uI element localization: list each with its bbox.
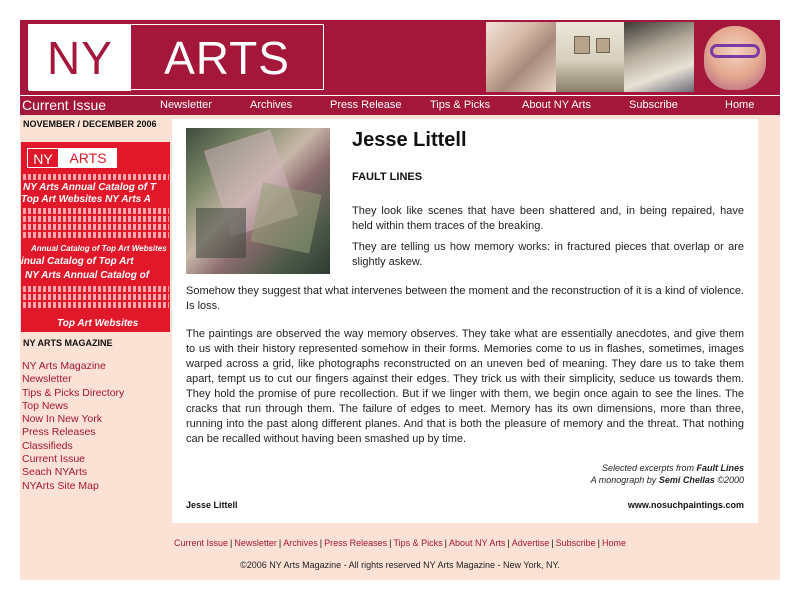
cover-mast-arts: ARTS bbox=[69, 150, 107, 166]
sidebar-link-search[interactable]: Seach NYArts bbox=[22, 466, 88, 479]
footer-link-home[interactable]: Home bbox=[601, 538, 626, 548]
monograph-credit: A monograph by Semi Chellas ©2000 bbox=[590, 475, 744, 485]
cover-line: inual Catalog of Top Art bbox=[21, 256, 134, 267]
site-logo[interactable] bbox=[28, 24, 324, 90]
cover-mast-ny: NY bbox=[27, 148, 59, 168]
footer-link-about[interactable]: About NY Arts bbox=[449, 538, 506, 548]
nav-item-subscribe[interactable]: Subscribe bbox=[629, 99, 678, 111]
header-photo-portrait bbox=[486, 22, 556, 92]
magazine-cover[interactable] bbox=[21, 142, 170, 332]
logo-ny-text: NY bbox=[29, 25, 131, 91]
nav-item-about[interactable]: About NY Arts bbox=[522, 99, 591, 111]
footer-link-archives[interactable]: Archives bbox=[283, 538, 318, 548]
footer-link-subscribe[interactable]: Subscribe bbox=[555, 538, 596, 548]
sidebar-link-press-releases[interactable]: Press Releases bbox=[22, 426, 96, 439]
sidebar-link-now-in-ny[interactable]: Now In New York bbox=[22, 413, 102, 426]
sidebar-link-magazine[interactable]: NY Arts Magazine bbox=[22, 360, 106, 372]
nav-item-tips-picks[interactable]: Tips & Picks bbox=[430, 99, 491, 111]
footer-link-press-releases[interactable]: Press Releases bbox=[324, 538, 388, 548]
article-content bbox=[172, 119, 758, 523]
artist-name: Jesse Littell bbox=[352, 129, 467, 151]
nav-item-newsletter[interactable]: Newsletter bbox=[160, 99, 212, 111]
artist-signature: Jesse Littell bbox=[186, 500, 238, 510]
header-photo-installation bbox=[624, 22, 694, 92]
page-frame bbox=[20, 20, 780, 580]
sidebar-link-tips-directory[interactable]: Tips & Picks Directory bbox=[22, 386, 125, 399]
body-paragraph: Somehow they suggest that what intervenes between the moment and the reconstruction of it is a kind of violence. Is loss. bbox=[186, 285, 744, 312]
nav-item-press-release[interactable]: Press Release bbox=[330, 99, 402, 111]
site-header bbox=[20, 20, 780, 95]
cover-masthead bbox=[27, 148, 117, 168]
sidebar-heading: NY ARTS MAGAZINE bbox=[23, 338, 113, 348]
nav-current-issue[interactable]: Current Issue bbox=[22, 97, 107, 113]
intro-paragraph: They look like scenes that have been shattered and, in being repaired, have held within them traces of the breaking. bbox=[352, 205, 744, 232]
cover-line: Annual Catalog of Top Art Websites bbox=[31, 244, 167, 253]
artist-website-link[interactable]: www.nosuchpaintings.com bbox=[627, 500, 744, 510]
painting-image bbox=[186, 128, 330, 274]
footer-nav: Current Issue | Newsletter | Archives | Press Releases | Tips & Picks | About NY Arts | Advertise | Subscribe | Home bbox=[174, 538, 626, 548]
footer-link-tips-picks[interactable]: Tips & Picks bbox=[393, 538, 443, 548]
intro-paragraph: They are telling us how memory works: in fractured pieces that overlap or are slightly askew. bbox=[352, 241, 744, 268]
sidebar-link-classifieds[interactable]: Classifieds bbox=[22, 439, 73, 452]
nav-item-archives[interactable]: Archives bbox=[250, 99, 293, 111]
cover-line: Top Art Websites bbox=[57, 318, 139, 329]
nav-item-home[interactable]: Home bbox=[725, 99, 755, 111]
header-photo-face bbox=[694, 22, 778, 92]
logo-arts-text: ARTS bbox=[164, 32, 290, 84]
sidebar-link-site-map[interactable]: NYArts Site Map bbox=[22, 479, 99, 492]
footer-link-current-issue[interactable]: Current Issue bbox=[174, 538, 229, 548]
copyright-text: ©2006 NY Arts Magazine - All rights reserved NY Arts Magazine - New York, NY. bbox=[240, 560, 560, 570]
cover-line: NY Arts Annual Catalog of T bbox=[23, 182, 156, 193]
body-paragraph: The paintings are observed the way memory observes. They take what are essentially anecdotes, and give them to us with their history represented somehow in their forms. Memories come to us in flashes, sometimes, images warped across a grid, like photographs reconstructed on an uneven bed of meaning. They dare us to take them apart, tempt us to cut our fingers against their edges. They trick us with their simplicity, seduce us towards them. They hold the promise of pure recollection. But if we linger with them, we begin once again to see the lines. The cracks that run through them. The failure of edges to meet. Memory has its own dimensions, more than three, running into the past along different planes. And that is both the pleasure of memory and the threat. That nothing can be recalled without having been smashed up by time. bbox=[186, 328, 744, 445]
series-title: FAULT LINES bbox=[352, 171, 423, 183]
sidebar-link-newsletter[interactable]: Newsletter bbox=[22, 373, 72, 386]
cover-line: NY Arts Annual Catalog of bbox=[25, 270, 150, 281]
header-photo-gallery bbox=[556, 22, 624, 92]
sidebar-link-current-issue[interactable]: Current Issue bbox=[22, 453, 86, 466]
excerpt-credit: Selected excerpts from Fault Lines bbox=[601, 463, 744, 473]
footer-link-advertise[interactable]: Advertise bbox=[511, 538, 550, 548]
footer-link-newsletter[interactable]: Newsletter bbox=[234, 538, 277, 548]
main-nav bbox=[20, 95, 780, 115]
sidebar-link-top-news[interactable]: Top News bbox=[22, 399, 69, 412]
issue-date: NOVEMBER / DECEMBER 2006 bbox=[23, 119, 157, 129]
sidebar-links bbox=[22, 360, 124, 493]
cover-line: Top Art Websites NY Arts A bbox=[21, 194, 151, 205]
